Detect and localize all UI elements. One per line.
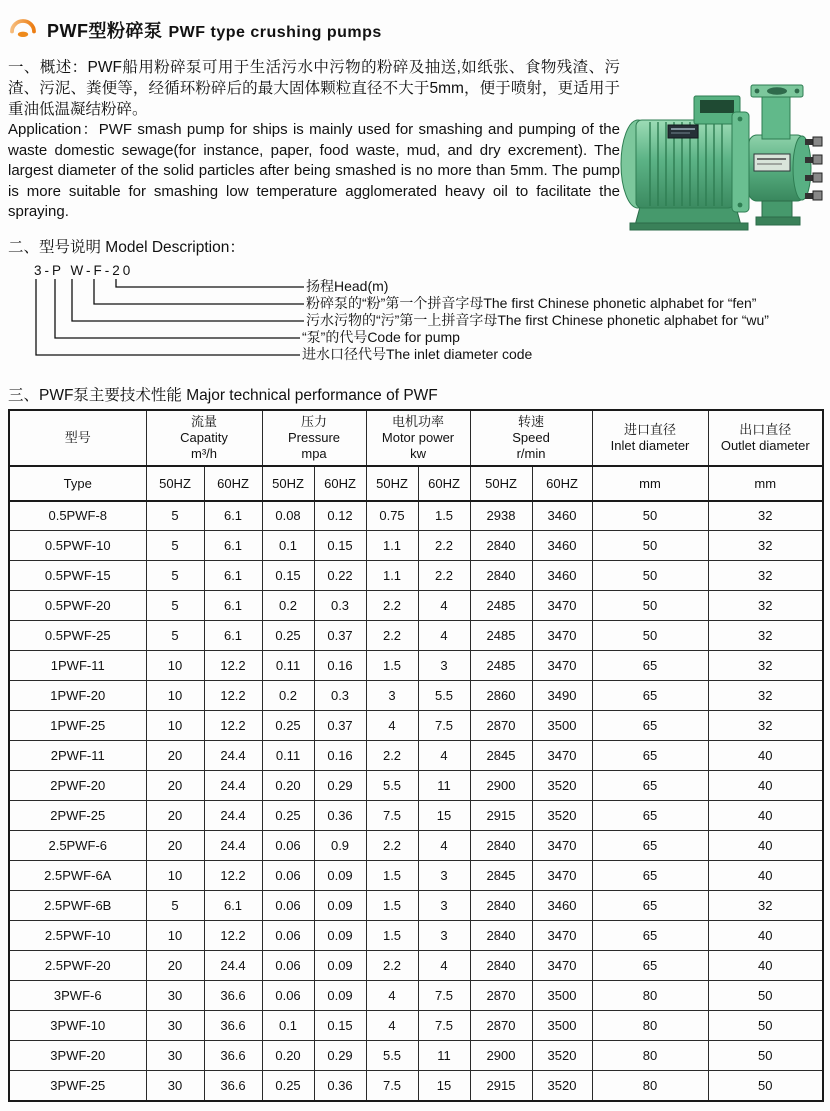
value-cell: 0.09 bbox=[314, 981, 366, 1011]
value-cell: 4 bbox=[418, 831, 470, 861]
value-cell: 0.06 bbox=[262, 861, 314, 891]
value-cell: 1.1 bbox=[366, 531, 418, 561]
overview-text-zh: 一、概述：PWF船用粉碎泵可用于生活污水中污物的粉碎及抽送,如纸张、食物残渣、污渣、污泥、粪便等，经循环粉碎后的最大固体颗粒直径不大于5mm，便于喷射，更适用于重油低温凝结粉碎。 bbox=[8, 59, 620, 118]
value-cell: 3520 bbox=[532, 1071, 592, 1101]
value-cell: 0.12 bbox=[314, 501, 366, 531]
value-cell: 0.3 bbox=[314, 591, 366, 621]
value-cell: 2900 bbox=[470, 1041, 532, 1071]
table-row bbox=[9, 651, 823, 681]
value-cell: 0.09 bbox=[314, 921, 366, 951]
value-cell: 32 bbox=[708, 561, 823, 591]
model-cell: 1PWF-20 bbox=[9, 681, 146, 711]
value-cell: 65 bbox=[592, 711, 708, 741]
table-row bbox=[9, 1011, 823, 1041]
value-cell: 12.2 bbox=[204, 681, 262, 711]
value-cell: 32 bbox=[708, 681, 823, 711]
value-cell: 3470 bbox=[532, 621, 592, 651]
value-cell: 10 bbox=[146, 861, 204, 891]
value-cell: 40 bbox=[708, 831, 823, 861]
value-cell: 1.5 bbox=[366, 891, 418, 921]
value-cell: 4 bbox=[418, 741, 470, 771]
value-cell: 0.25 bbox=[262, 1071, 314, 1101]
value-cell: 5.5 bbox=[418, 681, 470, 711]
value-cell: 32 bbox=[708, 651, 823, 681]
value-cell: 36.6 bbox=[204, 1011, 262, 1041]
value-cell: 12.2 bbox=[204, 711, 262, 741]
value-cell: 2840 bbox=[470, 531, 532, 561]
value-cell: 12.2 bbox=[204, 651, 262, 681]
value-cell: 20 bbox=[146, 951, 204, 981]
value-cell: 32 bbox=[708, 621, 823, 651]
value-cell: 0.09 bbox=[314, 861, 366, 891]
subheader-inlet-mm: mm bbox=[592, 466, 708, 501]
value-cell: 5 bbox=[146, 591, 204, 621]
value-cell: 0.22 bbox=[314, 561, 366, 591]
value-cell: 5 bbox=[146, 891, 204, 921]
table-row bbox=[9, 681, 823, 711]
value-cell: 3470 bbox=[532, 921, 592, 951]
page-title-zh: PWF型粉碎泵 bbox=[47, 21, 163, 41]
col-header-capacity: 流量 Capatity m³/h bbox=[146, 410, 262, 466]
table-row bbox=[9, 921, 823, 951]
value-cell: 0.1 bbox=[262, 1011, 314, 1041]
value-cell: 2.2 bbox=[418, 531, 470, 561]
value-cell: 0.37 bbox=[314, 621, 366, 651]
value-cell: 5.5 bbox=[366, 771, 418, 801]
value-cell: 0.29 bbox=[314, 771, 366, 801]
table-row bbox=[9, 621, 823, 651]
model-cell: 2.5PWF-6A bbox=[9, 861, 146, 891]
value-cell: 2840 bbox=[470, 561, 532, 591]
value-cell: 65 bbox=[592, 741, 708, 771]
value-cell: 0.06 bbox=[262, 891, 314, 921]
value-cell: 3470 bbox=[532, 861, 592, 891]
value-cell: 50 bbox=[592, 501, 708, 531]
value-cell: 5 bbox=[146, 531, 204, 561]
subheader-50hz: 50HZ bbox=[262, 466, 314, 501]
model-cell: 3PWF-6 bbox=[9, 981, 146, 1011]
value-cell: 0.15 bbox=[262, 561, 314, 591]
value-cell: 7.5 bbox=[418, 711, 470, 741]
model-label-fen: 粉碎泵的“粉”第一个拼音字母The first Chinese phonetic alphabet for “fen” bbox=[306, 294, 757, 311]
value-cell: 3 bbox=[366, 681, 418, 711]
value-cell: 3 bbox=[418, 891, 470, 921]
value-cell: 3470 bbox=[532, 651, 592, 681]
value-cell: 2.2 bbox=[418, 561, 470, 591]
value-cell: 4 bbox=[418, 591, 470, 621]
value-cell: 15 bbox=[418, 801, 470, 831]
value-cell: 4 bbox=[366, 981, 418, 1011]
value-cell: 30 bbox=[146, 981, 204, 1011]
value-cell: 65 bbox=[592, 861, 708, 891]
value-cell: 6.1 bbox=[204, 531, 262, 561]
value-cell: 0.25 bbox=[262, 711, 314, 741]
value-cell: 2870 bbox=[470, 711, 532, 741]
value-cell: 2485 bbox=[470, 591, 532, 621]
value-cell: 4 bbox=[366, 711, 418, 741]
value-cell: 5 bbox=[146, 561, 204, 591]
value-cell: 11 bbox=[418, 771, 470, 801]
model-code-connectors bbox=[8, 263, 308, 363]
value-cell: 10 bbox=[146, 681, 204, 711]
value-cell: 2.2 bbox=[366, 621, 418, 651]
value-cell: 36.6 bbox=[204, 1071, 262, 1101]
value-cell: 5.5 bbox=[366, 1041, 418, 1071]
model-cell: 0.5PWF-15 bbox=[9, 561, 146, 591]
subheader-60hz: 60HZ bbox=[204, 466, 262, 501]
value-cell: 2845 bbox=[470, 861, 532, 891]
page-title-en: PWF type crushing pumps bbox=[168, 24, 382, 41]
value-cell: 65 bbox=[592, 651, 708, 681]
model-label-pump-code: “泵”的代号Code for pump bbox=[302, 328, 460, 345]
value-cell: 0.09 bbox=[314, 891, 366, 921]
table-row bbox=[9, 711, 823, 741]
table-row bbox=[9, 591, 823, 621]
value-cell: 30 bbox=[146, 1011, 204, 1041]
value-cell: 32 bbox=[708, 531, 823, 561]
value-cell: 6.1 bbox=[204, 561, 262, 591]
table-row bbox=[9, 741, 823, 771]
table-row bbox=[9, 951, 823, 981]
value-cell: 0.06 bbox=[262, 981, 314, 1011]
value-cell: 10 bbox=[146, 921, 204, 951]
value-cell: 20 bbox=[146, 741, 204, 771]
value-cell: 3490 bbox=[532, 681, 592, 711]
value-cell: 2840 bbox=[470, 891, 532, 921]
table-group-header-row bbox=[9, 410, 823, 466]
value-cell: 2840 bbox=[470, 831, 532, 861]
value-cell: 3460 bbox=[532, 501, 592, 531]
value-cell: 2485 bbox=[470, 651, 532, 681]
value-cell: 2.2 bbox=[366, 831, 418, 861]
value-cell: 7.5 bbox=[418, 981, 470, 1011]
value-cell: 50 bbox=[708, 1011, 823, 1041]
value-cell: 0.36 bbox=[314, 801, 366, 831]
value-cell: 2870 bbox=[470, 1011, 532, 1041]
value-cell: 1.5 bbox=[366, 921, 418, 951]
value-cell: 1.5 bbox=[418, 501, 470, 531]
model-cell: 3PWF-20 bbox=[9, 1041, 146, 1071]
spec-section-heading: 三、PWF泵主要技术性能 Major technical performance of PWF bbox=[8, 386, 438, 404]
pump-photo bbox=[612, 83, 827, 238]
model-section-heading: 二、型号说明 Model Description： bbox=[8, 238, 245, 256]
value-cell: 3460 bbox=[532, 531, 592, 561]
value-cell: 3520 bbox=[532, 771, 592, 801]
value-cell: 3 bbox=[418, 651, 470, 681]
value-cell: 30 bbox=[146, 1071, 204, 1101]
table-row bbox=[9, 801, 823, 831]
value-cell: 12.2 bbox=[204, 861, 262, 891]
value-cell: 12.2 bbox=[204, 921, 262, 951]
value-cell: 3 bbox=[418, 921, 470, 951]
value-cell: 32 bbox=[708, 591, 823, 621]
value-cell: 0.25 bbox=[262, 621, 314, 651]
value-cell: 0.75 bbox=[366, 501, 418, 531]
page-title bbox=[47, 17, 382, 43]
value-cell: 3520 bbox=[532, 801, 592, 831]
value-cell: 30 bbox=[146, 1041, 204, 1071]
value-cell: 65 bbox=[592, 831, 708, 861]
value-cell: 50 bbox=[592, 591, 708, 621]
table-row bbox=[9, 1071, 823, 1101]
subheader-60hz: 60HZ bbox=[532, 466, 592, 501]
value-cell: 65 bbox=[592, 951, 708, 981]
value-cell: 0.06 bbox=[262, 951, 314, 981]
model-code: 3-P W-F-20 bbox=[34, 262, 134, 278]
model-cell: 2.5PWF-10 bbox=[9, 921, 146, 951]
value-cell: 0.9 bbox=[314, 831, 366, 861]
brand-arc-icon bbox=[8, 16, 38, 44]
value-cell: 36.6 bbox=[204, 1041, 262, 1071]
value-cell: 2860 bbox=[470, 681, 532, 711]
model-cell: 0.5PWF-8 bbox=[9, 501, 146, 531]
value-cell: 5 bbox=[146, 621, 204, 651]
subheader-60hz: 60HZ bbox=[418, 466, 470, 501]
value-cell: 6.1 bbox=[204, 891, 262, 921]
value-cell: 65 bbox=[592, 891, 708, 921]
value-cell: 3470 bbox=[532, 591, 592, 621]
model-cell: 2PWF-20 bbox=[9, 771, 146, 801]
value-cell: 2840 bbox=[470, 921, 532, 951]
model-cell: 2PWF-11 bbox=[9, 741, 146, 771]
model-cell: 2.5PWF-20 bbox=[9, 951, 146, 981]
value-cell: 1.1 bbox=[366, 561, 418, 591]
value-cell: 0.20 bbox=[262, 771, 314, 801]
value-cell: 6.1 bbox=[204, 621, 262, 651]
value-cell: 4 bbox=[366, 1011, 418, 1041]
model-label-inlet-code: 进水口径代号The inlet diameter code bbox=[302, 345, 533, 362]
value-cell: 0.2 bbox=[262, 591, 314, 621]
value-cell: 0.3 bbox=[314, 681, 366, 711]
value-cell: 20 bbox=[146, 771, 204, 801]
value-cell: 50 bbox=[708, 981, 823, 1011]
value-cell: 2915 bbox=[470, 801, 532, 831]
value-cell: 1.5 bbox=[366, 861, 418, 891]
value-cell: 2938 bbox=[470, 501, 532, 531]
value-cell: 6.1 bbox=[204, 591, 262, 621]
value-cell: 50 bbox=[708, 1071, 823, 1101]
table-row bbox=[9, 891, 823, 921]
value-cell: 0.37 bbox=[314, 711, 366, 741]
table-subheader-row bbox=[9, 466, 823, 501]
value-cell: 24.4 bbox=[204, 831, 262, 861]
value-cell: 10 bbox=[146, 711, 204, 741]
value-cell: 20 bbox=[146, 831, 204, 861]
model-cell: 0.5PWF-20 bbox=[9, 591, 146, 621]
value-cell: 65 bbox=[592, 921, 708, 951]
col-header-pressure: 压力 Pressure mpa bbox=[262, 410, 366, 466]
value-cell: 24.4 bbox=[204, 951, 262, 981]
value-cell: 3500 bbox=[532, 711, 592, 741]
value-cell: 7.5 bbox=[366, 801, 418, 831]
value-cell: 80 bbox=[592, 981, 708, 1011]
value-cell: 3460 bbox=[532, 561, 592, 591]
value-cell: 2845 bbox=[470, 741, 532, 771]
value-cell: 80 bbox=[592, 1011, 708, 1041]
col-header-outlet: 出口直径 Outlet diameter bbox=[708, 410, 823, 466]
value-cell: 40 bbox=[708, 951, 823, 981]
value-cell: 24.4 bbox=[204, 801, 262, 831]
spec-table-body bbox=[9, 501, 823, 1101]
value-cell: 65 bbox=[592, 681, 708, 711]
subheader-50hz: 50HZ bbox=[470, 466, 532, 501]
value-cell: 2.2 bbox=[366, 951, 418, 981]
value-cell: 40 bbox=[708, 741, 823, 771]
table-row bbox=[9, 981, 823, 1011]
model-label-wu: 污水污物的“污”第一上拼音字母The first Chinese phonetic alphabet for “wu” bbox=[306, 311, 769, 328]
model-cell: 0.5PWF-10 bbox=[9, 531, 146, 561]
value-cell: 0.36 bbox=[314, 1071, 366, 1101]
table-row bbox=[9, 861, 823, 891]
value-cell: 3470 bbox=[532, 831, 592, 861]
value-cell: 10 bbox=[146, 651, 204, 681]
value-cell: 65 bbox=[592, 801, 708, 831]
value-cell: 0.15 bbox=[314, 1011, 366, 1041]
value-cell: 2.2 bbox=[366, 591, 418, 621]
value-cell: 0.1 bbox=[262, 531, 314, 561]
value-cell: 15 bbox=[418, 1071, 470, 1101]
value-cell: 3500 bbox=[532, 981, 592, 1011]
value-cell: 80 bbox=[592, 1071, 708, 1101]
value-cell: 24.4 bbox=[204, 741, 262, 771]
value-cell: 0.06 bbox=[262, 831, 314, 861]
overview-text-en: Application：PWF smash pump for ships is mainly used for smashing and pumping of the waste domestic sewage(for instance, paper, food waste, mud, and dry excrement). The largest diameter of the solid particles after being smashed is no more than 5mm. The pump is more suitable for smashing low temperature agglomerated heavy oil to facilitate the spraying. bbox=[8, 121, 620, 220]
value-cell: 80 bbox=[592, 1041, 708, 1071]
value-cell: 0.29 bbox=[314, 1041, 366, 1071]
value-cell: 2900 bbox=[470, 771, 532, 801]
value-cell: 3470 bbox=[532, 951, 592, 981]
subheader-60hz: 60HZ bbox=[314, 466, 366, 501]
table-row bbox=[9, 531, 823, 561]
model-cell: 1PWF-11 bbox=[9, 651, 146, 681]
model-cell: 1PWF-25 bbox=[9, 711, 146, 741]
value-cell: 0.11 bbox=[262, 741, 314, 771]
subheader-50hz: 50HZ bbox=[146, 466, 204, 501]
value-cell: 2840 bbox=[470, 951, 532, 981]
value-cell: 0.2 bbox=[262, 681, 314, 711]
value-cell: 0.20 bbox=[262, 1041, 314, 1071]
model-label-head: 扬程Head(m) bbox=[306, 277, 389, 294]
model-cell: 3PWF-10 bbox=[9, 1011, 146, 1041]
value-cell: 0.09 bbox=[314, 951, 366, 981]
table-row bbox=[9, 501, 823, 531]
value-cell: 0.11 bbox=[262, 651, 314, 681]
spec-table bbox=[8, 409, 824, 1102]
overview-section bbox=[8, 57, 820, 223]
value-cell: 32 bbox=[708, 891, 823, 921]
value-cell: 65 bbox=[592, 771, 708, 801]
value-cell: 3 bbox=[418, 861, 470, 891]
value-cell: 5 bbox=[146, 501, 204, 531]
value-cell: 3470 bbox=[532, 741, 592, 771]
value-cell: 0.25 bbox=[262, 801, 314, 831]
model-cell: 2PWF-25 bbox=[9, 801, 146, 831]
value-cell: 7.5 bbox=[366, 1071, 418, 1101]
value-cell: 50 bbox=[592, 621, 708, 651]
value-cell: 40 bbox=[708, 801, 823, 831]
value-cell: 50 bbox=[592, 561, 708, 591]
value-cell: 2870 bbox=[470, 981, 532, 1011]
value-cell: 4 bbox=[418, 621, 470, 651]
table-row bbox=[9, 1041, 823, 1071]
value-cell: 1.5 bbox=[366, 651, 418, 681]
model-cell: 0.5PWF-25 bbox=[9, 621, 146, 651]
table-row bbox=[9, 771, 823, 801]
value-cell: 4 bbox=[418, 951, 470, 981]
value-cell: 3500 bbox=[532, 1011, 592, 1041]
model-code-diagram bbox=[8, 263, 830, 369]
value-cell: 32 bbox=[708, 711, 823, 741]
value-cell: 40 bbox=[708, 921, 823, 951]
model-cell: 3PWF-25 bbox=[9, 1071, 146, 1101]
value-cell: 24.4 bbox=[204, 771, 262, 801]
value-cell: 0.16 bbox=[314, 651, 366, 681]
value-cell: 0.08 bbox=[262, 501, 314, 531]
value-cell: 11 bbox=[418, 1041, 470, 1071]
table-row bbox=[9, 831, 823, 861]
model-cell: 2.5PWF-6B bbox=[9, 891, 146, 921]
subheader-outlet-mm: mm bbox=[708, 466, 823, 501]
table-row bbox=[9, 561, 823, 591]
value-cell: 3460 bbox=[532, 891, 592, 921]
value-cell: 2485 bbox=[470, 621, 532, 651]
value-cell: 3520 bbox=[532, 1041, 592, 1071]
subheader-type: Type bbox=[9, 466, 146, 501]
value-cell: 40 bbox=[708, 861, 823, 891]
model-cell: 2.5PWF-6 bbox=[9, 831, 146, 861]
value-cell: 50 bbox=[708, 1041, 823, 1071]
value-cell: 40 bbox=[708, 771, 823, 801]
col-header-motor-power: 电机功率 Motor power kw bbox=[366, 410, 470, 466]
value-cell: 0.15 bbox=[314, 531, 366, 561]
value-cell: 32 bbox=[708, 501, 823, 531]
col-header-inlet: 进口直径 Inlet diameter bbox=[592, 410, 708, 466]
col-header-model: 型号 bbox=[9, 410, 146, 466]
value-cell: 7.5 bbox=[418, 1011, 470, 1041]
value-cell: 2915 bbox=[470, 1071, 532, 1101]
value-cell: 36.6 bbox=[204, 981, 262, 1011]
value-cell: 0.16 bbox=[314, 741, 366, 771]
subheader-50hz: 50HZ bbox=[366, 466, 418, 501]
page-header bbox=[0, 0, 830, 44]
value-cell: 50 bbox=[592, 531, 708, 561]
value-cell: 20 bbox=[146, 801, 204, 831]
value-cell: 0.06 bbox=[262, 921, 314, 951]
value-cell: 2.2 bbox=[366, 741, 418, 771]
value-cell: 6.1 bbox=[204, 501, 262, 531]
col-header-speed: 转速 Speed r/min bbox=[470, 410, 592, 466]
